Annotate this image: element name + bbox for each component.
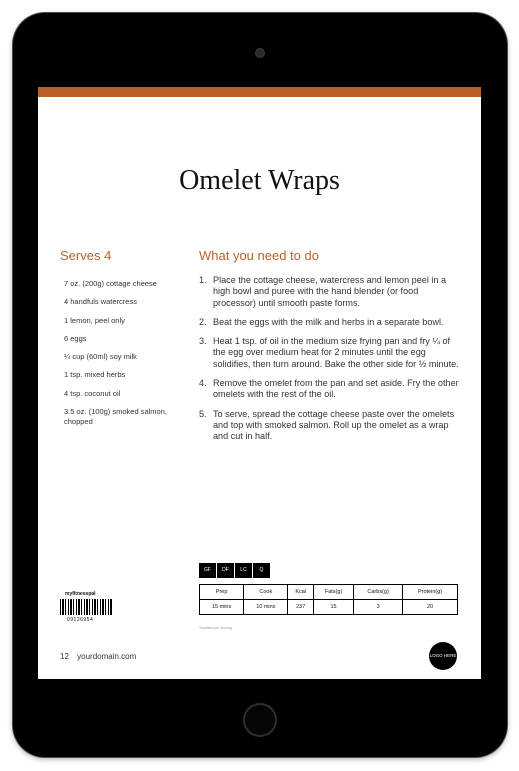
table-header-cell: Cook	[244, 585, 288, 600]
step-text: Heat 1 tsp. of oil in the medium size frying pan and fry ¼ of the egg over medium heat for 2 minutes until the egg solidifies, then turn around. Bake the other side for ½ minute.	[213, 336, 459, 369]
table-cell: 15 mins	[200, 600, 244, 615]
ingredient-item: 7 oz. (200g) cottage cheese	[64, 279, 157, 288]
table-header-cell: Protein(g)	[403, 585, 458, 600]
table-cell: 20	[403, 600, 458, 615]
ingredient-item: 1 lemon, peel only	[64, 315, 125, 325]
table-cell: 10 mins	[244, 600, 288, 615]
table-header-cell: Prep	[200, 585, 244, 600]
step-number: 2.	[199, 316, 207, 327]
barcode-number: 09126954	[67, 617, 94, 623]
table-header-cell: Fats(g)	[313, 585, 353, 600]
step-text: Remove the omelet from the pan and set aside. Fry the other omelets with the rest of the oil.	[213, 378, 459, 400]
table-cell: 237	[288, 600, 314, 615]
ingredient-list	[64, 279, 189, 435]
step-number: 5.	[199, 408, 207, 419]
ingredient-item: 1 tsp. mixed herbs	[64, 370, 126, 380]
ingredient-item: 3.5 oz. (100g) smoked salmon, chopped	[64, 407, 167, 427]
step-number: 4.	[199, 378, 207, 389]
instructions-heading: What you need to do	[199, 248, 319, 263]
step-number: 3.	[199, 336, 207, 347]
ingredient-item: ¼ cup (60ml) soy milk	[64, 352, 137, 362]
table-header-row	[200, 585, 458, 600]
step-text: Beat the eggs with the milk and herbs in a separate bowl.	[213, 316, 444, 327]
myfitnesspal-label: myfitnesspal	[65, 591, 96, 597]
camera-icon	[255, 48, 265, 58]
instruction-list	[199, 275, 461, 451]
table-row	[200, 600, 458, 615]
instruction-step	[199, 378, 461, 401]
table-header-cell: Carbs(g)	[354, 585, 403, 600]
page-title: Omelet Wraps	[179, 165, 340, 196]
table-header-cell: Kcal	[288, 585, 314, 600]
ingredient-item: 4 handfuls watercress	[64, 297, 137, 307]
instruction-step	[199, 409, 461, 443]
ingredient-item: 4 tsp. coconut oil	[64, 388, 121, 398]
home-button[interactable]	[243, 703, 277, 737]
diet-tag: Q	[253, 563, 270, 578]
step-text: To serve, spread the cottage cheese paste over the omelets and top with smoked salmon. Roll up the omelet as a wrap and cut in half.	[213, 408, 455, 442]
table-cell: 15	[313, 600, 353, 615]
domain-link[interactable]: yourdomain.com	[77, 652, 137, 661]
barcode-icon[interactable]	[60, 599, 112, 615]
diet-tags	[199, 563, 270, 578]
table-cell: 3	[354, 600, 403, 615]
diet-tag: DF	[217, 563, 234, 578]
instruction-step	[199, 336, 461, 370]
logo-badge: LOGO HERE	[429, 642, 457, 670]
instruction-step	[199, 275, 461, 309]
serves-heading: Serves 4	[60, 248, 112, 263]
nutrition-table	[199, 584, 458, 615]
accent-bar	[38, 87, 481, 97]
instruction-step	[199, 317, 461, 328]
diet-tag: GF	[199, 563, 216, 578]
diet-tag: LC	[235, 563, 252, 578]
ingredient-item: 6 eggs	[64, 333, 87, 343]
nutrition-footnote: *Nutrition per serving	[199, 626, 232, 630]
recipe-page	[38, 87, 481, 679]
page-number: 12	[60, 652, 69, 661]
page-footer	[60, 652, 136, 661]
step-number: 1.	[199, 275, 207, 285]
step-text: Place the cottage cheese, watercress and lemon peel in a high bowl and puree with the hand blender (or food processor) until smooth paste forms.	[213, 275, 447, 308]
